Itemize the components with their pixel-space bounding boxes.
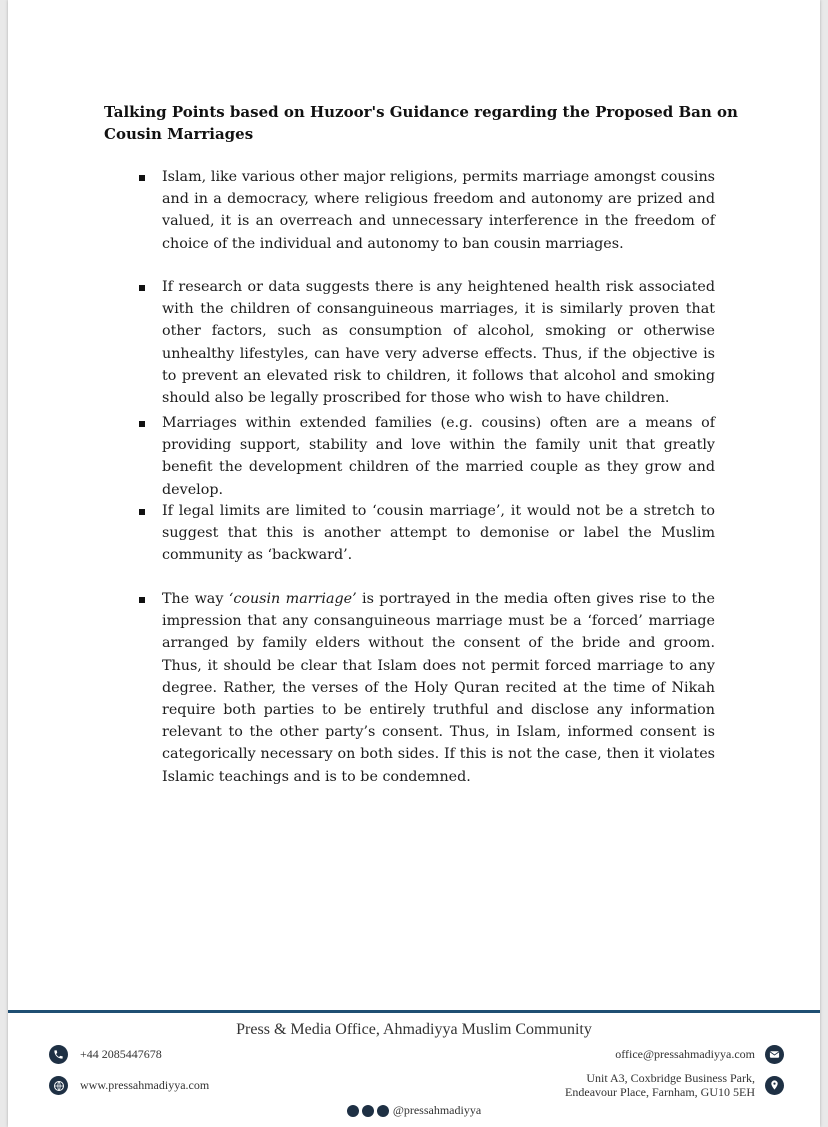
talking-point-text: Islam, like various other major religions, permits marriage amongst cousins and in a democracy, where religious freedom and autonomy are prized and valued, it is an overreach and unnecessary interference in the freedom of choice of the individual and autonomy to ban cousin marriages. <box>162 169 715 252</box>
footer-divider <box>8 1010 820 1013</box>
document-title: Talking Points based on Huzoor's Guidance regarding the Proposed Ban on Cousin Marriages <box>104 103 738 143</box>
bullet-square-icon <box>139 421 145 427</box>
globe-icon <box>49 1076 68 1095</box>
footer-phone <box>49 1045 162 1064</box>
address-text <box>565 1071 755 1099</box>
facebook-icon[interactable] <box>377 1105 389 1117</box>
footer-social <box>8 1103 820 1118</box>
talking-point <box>162 166 715 255</box>
phone-number: +44 2085447678 <box>80 1047 162 1061</box>
website-link[interactable]: www.pressahmadiyya.com <box>80 1078 210 1092</box>
bullet-square-icon <box>139 509 145 515</box>
bullet-square-icon <box>139 285 145 291</box>
talking-point-text: Marriages within extended families (e.g. cousins) often are a means of providing support, stability and love within the family unit that greatly benefit the development children of the married couple as they grow and develop. <box>162 415 715 498</box>
talking-point-text: If research or data suggests there is any heightened health risk associated with the children of consanguineous marriages, it is similarly proven that other factors, such as consumption of alcohol, smoking or otherwise unhealthy lifestyles, can have very adverse effects. Thus, if the objective is to prevent an elevated risk to children, it follows that alcohol and smoking should also be legally proscribed for those who wish to have children. <box>162 279 715 407</box>
social-handle[interactable]: @pressahmadiyya <box>392 1103 482 1117</box>
talking-point-emphasis: ‘cousin marriage’ <box>228 591 357 607</box>
talking-point-text-start: The way <box>162 591 229 607</box>
talking-point-text: If legal limits are limited to ‘cousin marriage’, it would not be a stretch to suggest that this is another attempt to demonise or label the Muslim community as ‘backward’. <box>162 503 715 564</box>
address-line-1: Unit A3, Coxbridge Business Park, <box>586 1071 755 1085</box>
talking-point <box>162 412 715 501</box>
footer-email <box>615 1045 784 1064</box>
talking-point <box>162 276 715 409</box>
location-pin-icon <box>765 1076 784 1095</box>
footer-website <box>49 1076 209 1095</box>
talking-point <box>162 588 715 788</box>
talking-point-text-end: is portrayed in the media often gives rise to the impression that any consanguineous marriage must be a ‘forced’ marriage arranged by family elders without the consent of the bride and groom. Thus, it should be clear that Islam does not permit forced marriage to any degree. Rather, the verses of the Holy Quran recited at the time of Nikah require both parties to be entirely truthful and disclose any information relevant to the other party’s consent. Thus, in Islam, informed consent is categorically necessary on both sides. If this is not the case, then it violates Islamic teachings and is to be condemned. <box>162 591 715 785</box>
talking-point <box>162 500 715 567</box>
bullet-square-icon <box>139 175 145 181</box>
document-page <box>8 0 820 1127</box>
email-link[interactable]: office@pressahmadiyya.com <box>615 1047 755 1061</box>
phone-icon <box>49 1045 68 1064</box>
address-line-2: Endeavour Place, Farnham, GU10 5EH <box>565 1085 755 1099</box>
instagram-icon[interactable] <box>362 1105 374 1117</box>
footer-address <box>565 1071 784 1099</box>
email-icon <box>765 1045 784 1064</box>
footer-organization: Press & Media Office, Ahmadiyya Muslim Community <box>236 1021 592 1038</box>
bullet-square-icon <box>139 597 145 603</box>
twitter-icon[interactable] <box>347 1105 359 1117</box>
